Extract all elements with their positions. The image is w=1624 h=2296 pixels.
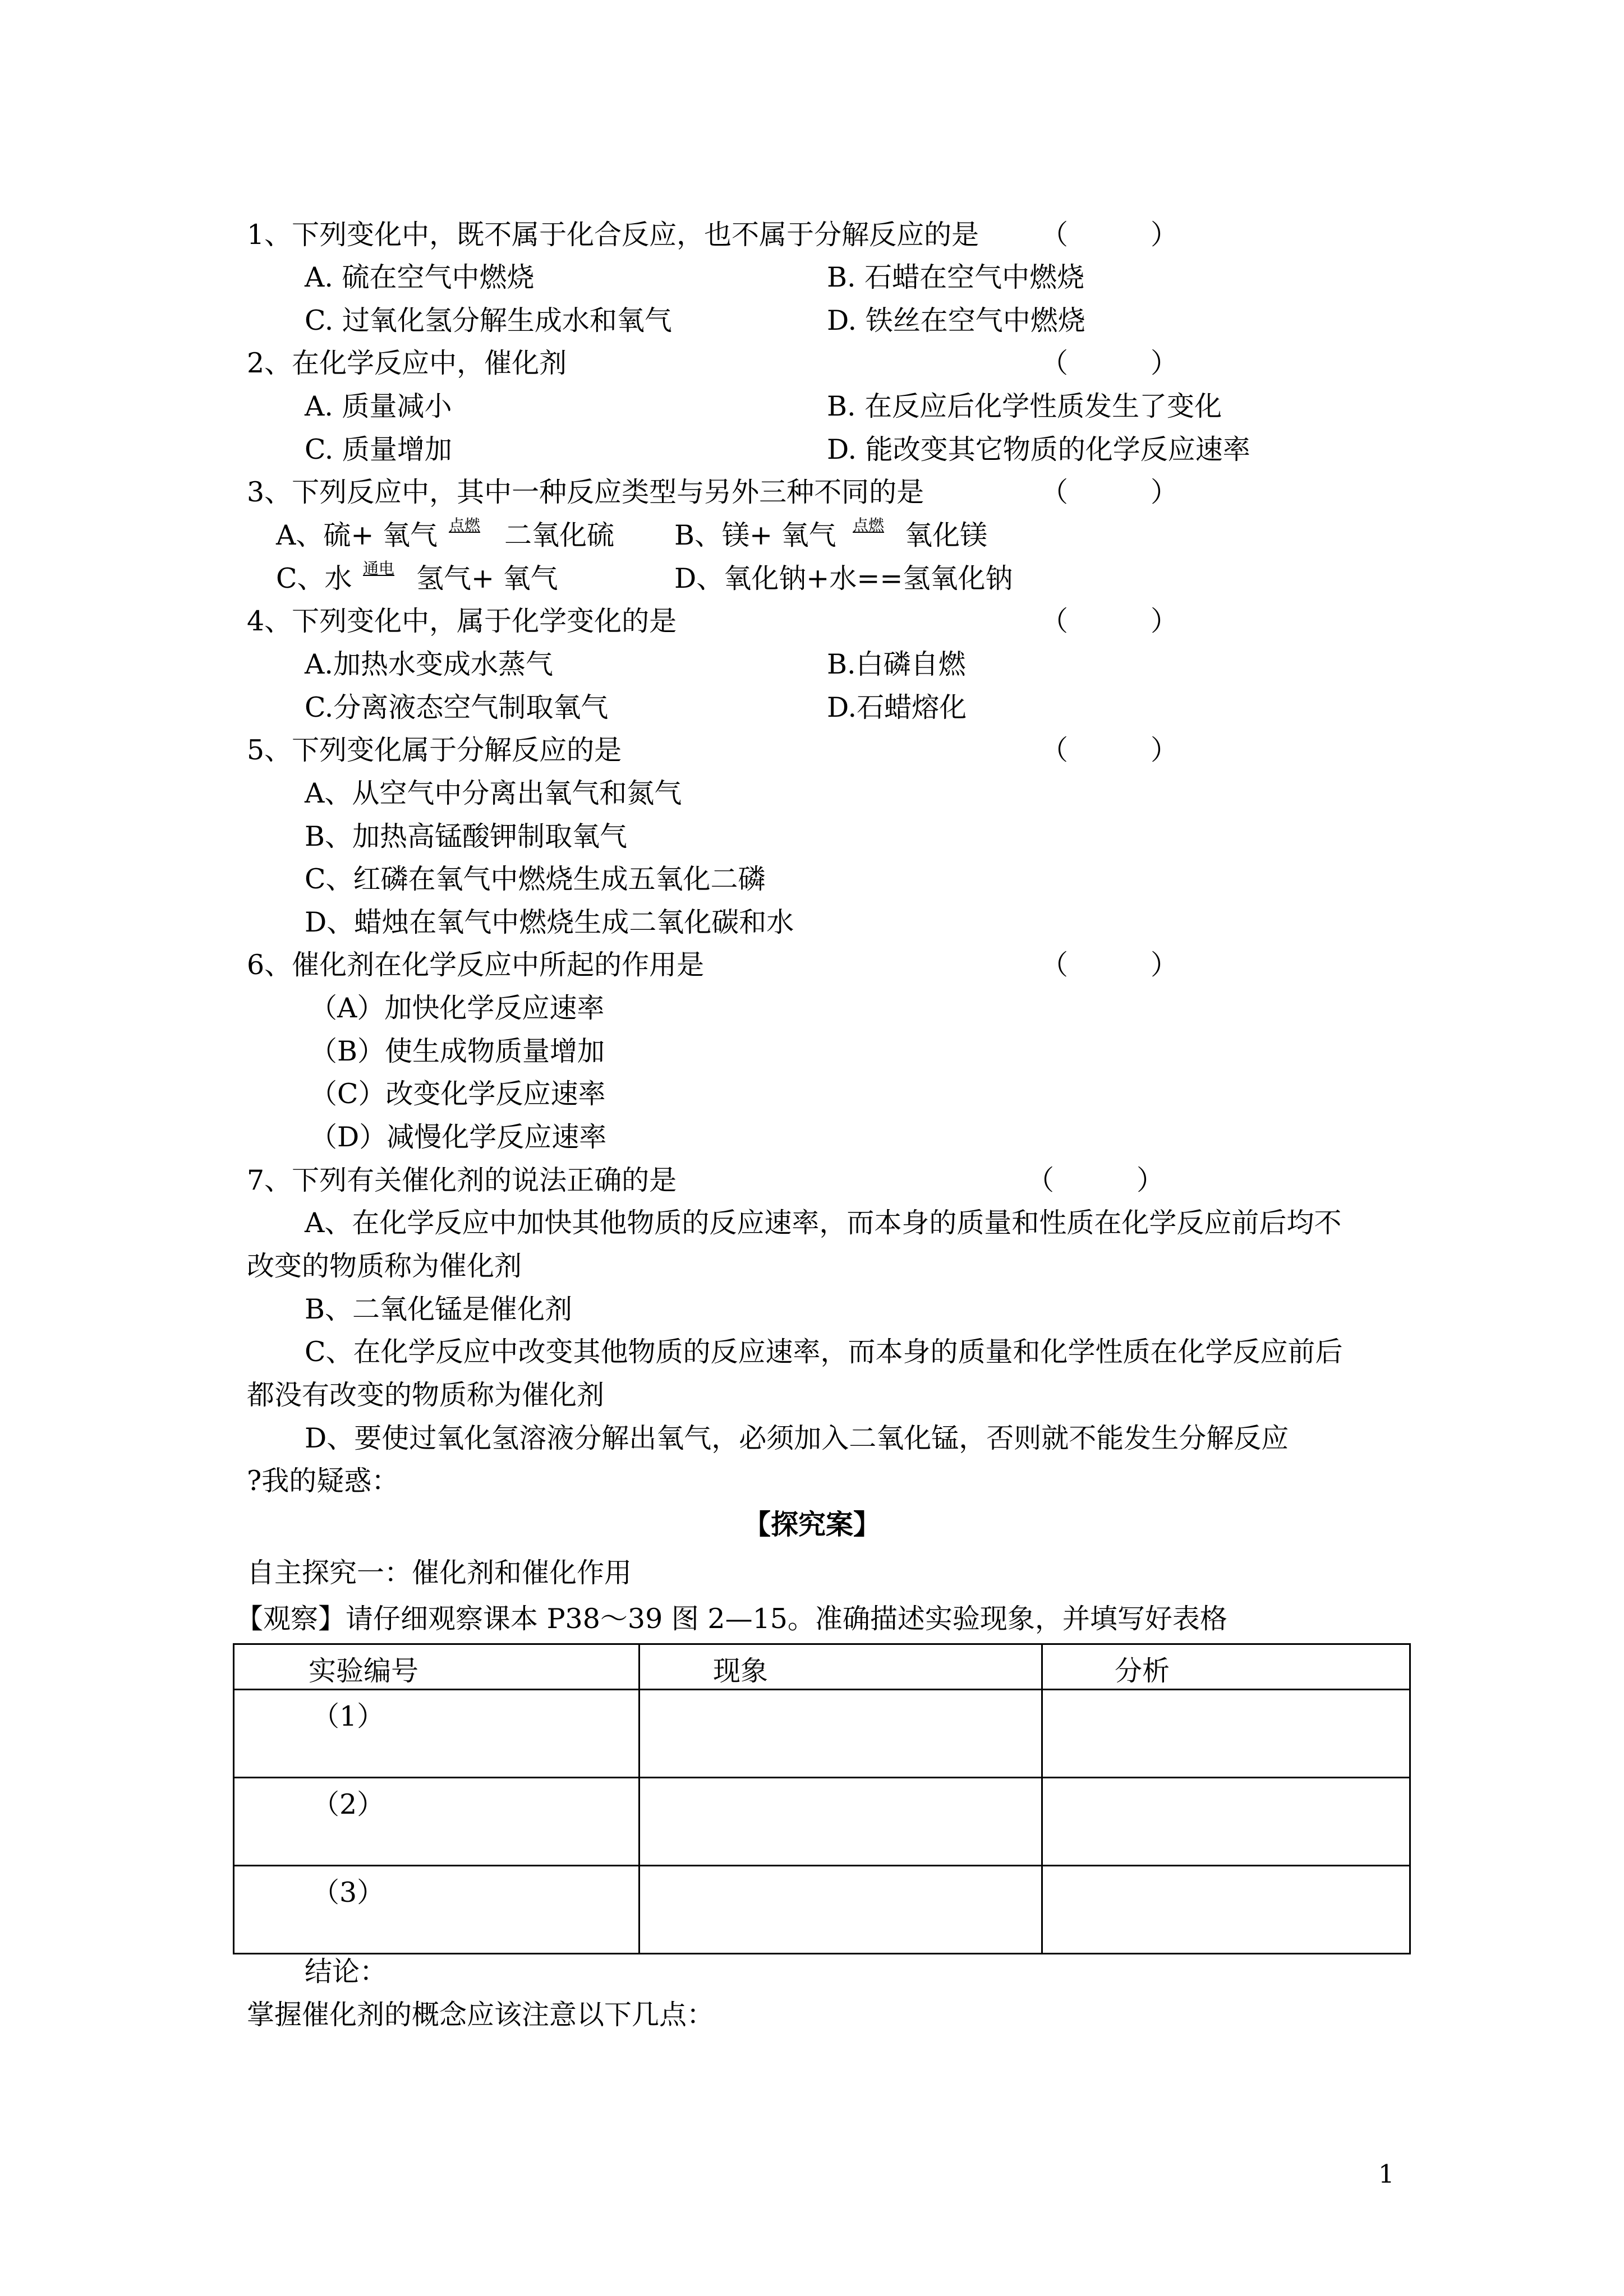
q6-stem: 6、催化剂在化学反应中所起的作用是	[247, 949, 705, 981]
q7-stem: 7、下列有关催化剂的说法正确的是	[247, 1164, 677, 1196]
table-header-row	[234, 1644, 1410, 1690]
q5-option-a: A、从空气中分离出氧气和氮气	[305, 777, 682, 809]
q4-option-d: D.石蜡熔化	[827, 691, 967, 723]
q5-option-d: D、蜡烛在氧气中燃烧生成二氧化碳和水	[305, 906, 794, 938]
row-label: （1）	[234, 1690, 640, 1778]
phenomenon-cell[interactable]	[640, 1690, 1042, 1778]
q5-stem: 5、下列变化属于分解反应的是	[247, 734, 622, 766]
q4-option-b: B.白磷自燃	[827, 648, 966, 680]
q3-b-reactants: B、镁+ 氧气	[674, 519, 836, 551]
q3-b-product: 氧化镁	[905, 519, 988, 551]
q5-answer-paren: （ ）	[1041, 734, 1179, 766]
q1-option-c: C. 过氧化氢分解生成水和氧气	[305, 305, 672, 336]
q1-answer-paren: （ ）	[1041, 219, 1179, 251]
q3-answer-paren: （ ）	[1041, 476, 1179, 508]
q3-a-reactants: A、硫+ 氧气	[276, 519, 438, 551]
row-label: （2）	[234, 1778, 640, 1866]
q3-c-products: 氢气+ 氧气	[416, 563, 558, 594]
row-label: （3）	[234, 1866, 640, 1954]
q3-d-equation: D、氧化钠+水==氢氧化钠	[674, 563, 1013, 594]
conclusion-label: 结论：	[305, 1956, 388, 1988]
observation-table	[233, 1643, 1411, 1954]
q2-option-d: D. 能改变其它物质的化学反应速率	[827, 434, 1250, 465]
table-row	[234, 1778, 1410, 1866]
phenomenon-cell[interactable]	[640, 1778, 1042, 1866]
q1-option-d: D. 铁丝在空气中燃烧	[827, 305, 1085, 336]
q1-option-b: B. 石蜡在空气中燃烧	[827, 261, 1085, 293]
q6-option-c: （C）改变化学反应速率	[310, 1078, 606, 1110]
q7-option-a-line1: A、在化学反应中加快其他物质的反应速率，而本身的质量和性质在化学反应前后均不	[305, 1207, 1342, 1239]
q5-option-c: C、红磷在氧气中燃烧生成五氧化二磷	[305, 863, 766, 895]
q2-stem: 2、在化学反应中，催化剂	[247, 347, 567, 379]
observe-instruction: 【观察】请仔细观察课本 P38～39 图 2—15。准确描述实验现象，并填写好表格	[236, 1603, 1227, 1635]
q4-answer-paren: （ ）	[1041, 605, 1179, 637]
q6-option-d: （D）减慢化学反应速率	[310, 1121, 607, 1153]
table-row	[234, 1690, 1410, 1778]
q4-option-c: C.分离液态空气制取氧气	[305, 691, 609, 723]
q6-option-a: （A）加快化学反应速率	[310, 992, 605, 1024]
q7-option-c-line1: C、在化学反应中改变其他物质的反应速率，而本身的质量和化学性质在化学反应前后	[305, 1336, 1343, 1368]
header-analysis: 分析	[1042, 1644, 1410, 1690]
analysis-cell[interactable]	[1042, 1778, 1410, 1866]
header-experiment-number: 实验编号	[234, 1644, 640, 1690]
q2-option-c: C. 质量增加	[305, 434, 452, 465]
q3-a-product: 二氧化硫	[504, 519, 615, 551]
phenomenon-cell[interactable]	[640, 1866, 1042, 1954]
q5-option-b: B、加热高锰酸钾制取氧气	[305, 820, 628, 852]
q3-a-condition: 点燃	[449, 516, 481, 534]
q6-option-b: （B）使生成物质量增加	[310, 1035, 605, 1067]
header-phenomenon: 现象	[640, 1644, 1042, 1690]
q3-b-condition: 点燃	[853, 516, 885, 534]
q7-option-b: B、二氧化锰是催化剂	[305, 1293, 573, 1325]
section-title: 【探究案】	[743, 1508, 881, 1541]
table-row	[234, 1866, 1410, 1954]
q7-option-d: D、要使过氧化氢溶液分解出氧气，必须加入二氧化锰，否则就不能发生分解反应	[305, 1422, 1289, 1454]
q1-option-a: A. 硫在空气中燃烧	[305, 261, 535, 293]
analysis-cell[interactable]	[1042, 1866, 1410, 1954]
q7-option-c-line2: 都没有改变的物质称为催化剂	[247, 1379, 605, 1411]
q2-answer-paren: （ ）	[1041, 347, 1179, 379]
explore-one-heading: 自主探究一：催化剂和催化作用	[247, 1557, 632, 1589]
catalyst-concept-prompt: 掌握催化剂的概念应该注意以下几点：	[247, 1999, 715, 2031]
q3-stem: 3、下列反应中，其中一种反应类型与另外三种不同的是	[247, 476, 924, 508]
my-doubts-label: ?我的疑惑：	[247, 1465, 399, 1497]
q4-stem: 4、下列变化中，属于化学变化的是	[247, 605, 677, 637]
q3-c-condition: 通电	[363, 559, 395, 578]
q7-option-a-line2: 改变的物质称为催化剂	[247, 1250, 522, 1282]
q2-option-b: B. 在反应后化学性质发生了变化	[827, 390, 1222, 422]
page-number: 1	[1378, 2159, 1395, 2189]
q4-option-a: A.加热水变成水蒸气	[305, 648, 553, 680]
q1-stem: 1、下列变化中，既不属于化合反应，也不属于分解反应的是	[247, 219, 979, 251]
q2-option-a: A. 质量减小	[305, 390, 452, 422]
q7-answer-paren: （ ）	[1027, 1164, 1165, 1196]
analysis-cell[interactable]	[1042, 1690, 1410, 1778]
q6-answer-paren: （ ）	[1041, 949, 1179, 981]
q3-c-reactants: C、水	[276, 563, 352, 594]
